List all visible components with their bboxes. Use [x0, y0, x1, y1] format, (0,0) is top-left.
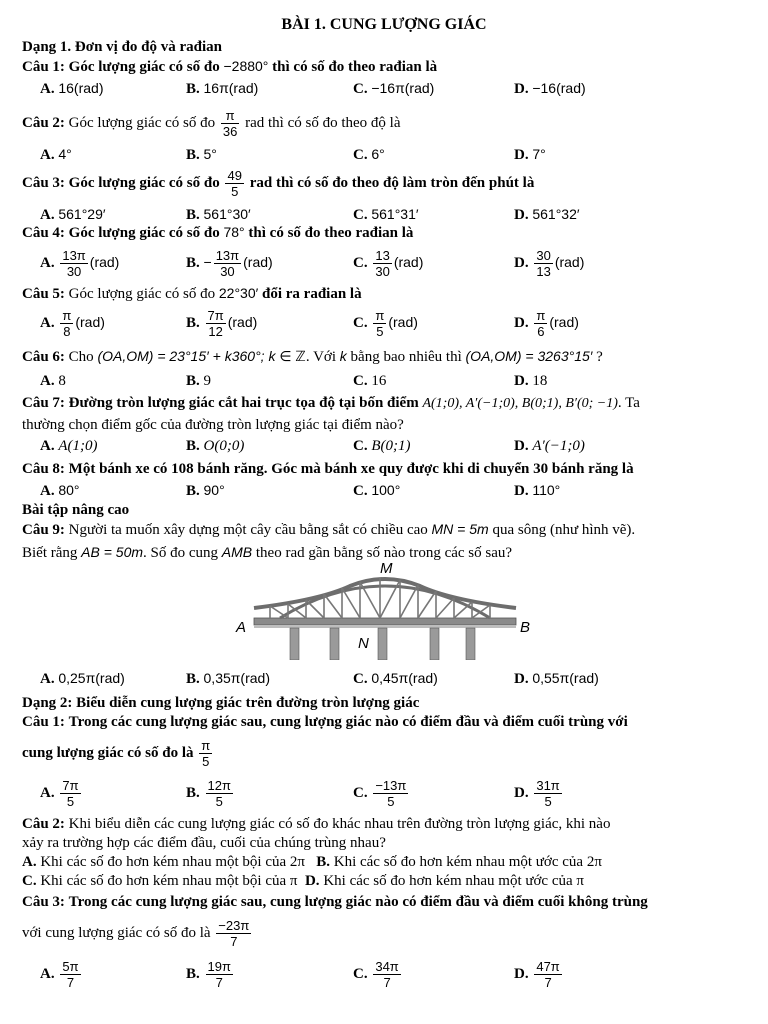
s2q1-option-d: D. $\frac{31\pi}{5}$ [514, 778, 560, 809]
s2-question-1-line-2: cung lượng giác có số đo là $\frac{\pi}{5}$ [22, 738, 211, 770]
s2q3-option-a: A. $\frac{5\pi}{7}$ [40, 959, 79, 990]
label-m: M [380, 560, 393, 577]
s2-question-2-line-2: xảy ra trường hợp các điểm đầu, cuối của chúng trùng nhau? [22, 835, 386, 851]
q7-option-d: D. A′(−1;0) [514, 438, 585, 454]
q8-option-b: B. 90° [186, 482, 225, 499]
page-title: BÀI 1. CUNG LƯỢNG GIÁC [281, 16, 487, 33]
q5-option-d: D. $\frac{\pi}{6}$ (rad) [514, 308, 579, 339]
q1-option-b: B. 16π(rad) [186, 80, 259, 97]
q9-option-a: A. 0,25π(rad) [40, 670, 125, 687]
s2-question-3-line-2: với cung lượng giác có số đo là $\frac{-23\pi}{7}$ [22, 918, 250, 950]
question-8: Câu 8: Một bánh xe có 108 bánh răng. Góc mà bánh xe quy được khi di chuyển 30 bánh răng là [22, 461, 634, 477]
q2-option-c: C. 6° [353, 146, 385, 163]
q6-option-b: B. 9 [186, 373, 212, 389]
q4-option-a: A. $\frac{13\pi}{30}$ (rad) [40, 248, 120, 279]
q1-option-c: C. −16π(rad) [353, 80, 435, 97]
q8-option-d: D. 110° [514, 482, 561, 499]
s2q3-option-b: B. $\frac{19\pi}{7}$ [186, 959, 231, 990]
q9-option-b: B. 0,35π(rad) [186, 670, 270, 687]
s2q2-options-cd: C. Khi các số đo hơn kém nhau một bội của π D. Khi các số đo hơn kém nhau một ước của π [22, 873, 584, 889]
q5-option-b: B. $\frac{7\pi}{12}$ (rad) [186, 308, 258, 339]
question-4: Câu 4: Góc lượng giác có số đo 78° thì có số đo theo rađian là [22, 224, 414, 241]
s2q1-option-b: B. $\frac{12\pi}{5}$ [186, 778, 231, 809]
section-2-heading: Dạng 2: Biểu diễn cung lượng giác trên đường tròn lượng giác [22, 695, 420, 711]
advanced-heading: Bài tập nâng cao [22, 502, 130, 518]
q2-option-d: D. 7° [514, 146, 546, 163]
q2-option-b: B. 5° [186, 146, 217, 163]
q5-option-c: C. $\frac{\pi}{5}$ (rad) [353, 308, 418, 339]
s2q3-option-c: C. $\frac{34\pi}{7}$ [353, 959, 399, 990]
q3-option-c: C. 561°31′ [353, 206, 419, 223]
s2-question-3: Câu 3: Trong các cung lượng giác sau, cung lượng giác nào có điểm đầu và điểm cuối không trùng [22, 894, 648, 910]
question-7-line-2: thường chọn điểm gốc của đường tròn lượng giác tại điểm nào? [22, 417, 404, 433]
question-3: Câu 3: Góc lượng giác có số đo $\frac{49}{5}$ rad thì có số đo theo độ làm tròn đến phút là [22, 168, 535, 200]
q3-option-b: B. 561°30′ [186, 206, 251, 223]
label-n: N [358, 635, 369, 652]
question-1: Câu 1: Góc lượng giác có số đo −2880° thì có số đo theo rađian là [22, 58, 438, 75]
q6-option-d: D. 18 [514, 373, 548, 389]
s2q1-option-a: A. $\frac{7\pi}{5}$ [40, 778, 79, 809]
section-1-heading: Dạng 1. Đơn vị đo độ và rađian [22, 39, 223, 55]
q4-option-c: C. $\frac{13}{30}$ (rad) [353, 248, 424, 279]
q4-option-b: B. − $\frac{13\pi}{30}$ (rad) [186, 248, 273, 279]
q1-option-d: D. −16(rad) [514, 80, 586, 97]
bridge-figure [230, 560, 540, 660]
q9-option-c: C. 0,45π(rad) [353, 670, 438, 687]
question-2: Câu 2: Góc lượng giác có số đo $\frac{\pi}{36}$ rad thì có số đo theo độ là [22, 108, 401, 140]
q3-option-d: D. 561°32′ [514, 206, 580, 223]
fraction: $\frac{\pi}{36}$ [222, 108, 238, 140]
q8-option-c: C. 100° [353, 482, 401, 499]
q7-option-b: B. O(0;0) [186, 438, 245, 454]
q7-option-c: C. B(0;1) [353, 438, 411, 454]
q2-option-a: A. 4° [40, 146, 72, 163]
q3-option-a: A. 561°29′ [40, 206, 106, 223]
question-9: Câu 9: Người ta muốn xây dựng một cây cầu bằng sắt có chiều cao MN = 5m qua sông (như hình vẽ). [22, 521, 636, 538]
q7-option-a: A. A(1;0) [40, 438, 98, 454]
q9-option-d: D. 0,55π(rad) [514, 670, 599, 687]
question-6: Câu 6: Cho (OA,OM) = 23°15′ + k360°; k ∈ ℤ. Với k bằng bao nhiêu thì (OA,OM) = 3263°15′ ? [22, 348, 603, 365]
q6-option-c: C. 16 [353, 373, 387, 389]
s2q1-option-c: C. $\frac{-13\pi}{5}$ [353, 778, 407, 809]
s2-question-1: Câu 1: Trong các cung lượng giác sau, cung lượng giác nào có điểm đầu và điểm cuối trùng với [22, 714, 628, 730]
question-7: Câu 7: Đường tròn lượng giác cắt hai trục tọa độ tại bốn điểm A(1;0), A′(−1;0), B(0;1), B′(0; −1). Ta [22, 395, 640, 411]
question-9-line-2: Biết rằng AB = 50m. Số đo cung AMB theo rad gần bằng số nào trong các số sau? [22, 544, 513, 561]
fraction: $\frac{49}{5}$ [227, 168, 242, 200]
label-b: B [520, 619, 531, 636]
q4-option-d: D. $\frac{30}{13}$ (rad) [514, 248, 585, 279]
s2-question-2: Câu 2: Khi biểu diễn các cung lượng giác có số đo khác nhau trên đường tròn lượng giác, khi nào [22, 816, 611, 832]
label-a: A [236, 619, 247, 636]
s2q2-options-ab: A. Khi các số đo hơn kém nhau một bội của 2π B. Khi các số đo hơn kém nhau một ước của 2π [22, 854, 602, 870]
q8-option-a: A. 80° [40, 482, 80, 499]
q1-option-a: A. 16(rad) [40, 80, 104, 97]
q5-option-a: A. $\frac{\pi}{8}$ (rad) [40, 308, 105, 339]
q6-option-a: A. 8 [40, 373, 66, 389]
question-5: Câu 5: Góc lượng giác có số đo 22°30′ đổi ra rađian là [22, 285, 362, 302]
s2q3-option-d: D. $\frac{47\pi}{7}$ [514, 959, 560, 990]
